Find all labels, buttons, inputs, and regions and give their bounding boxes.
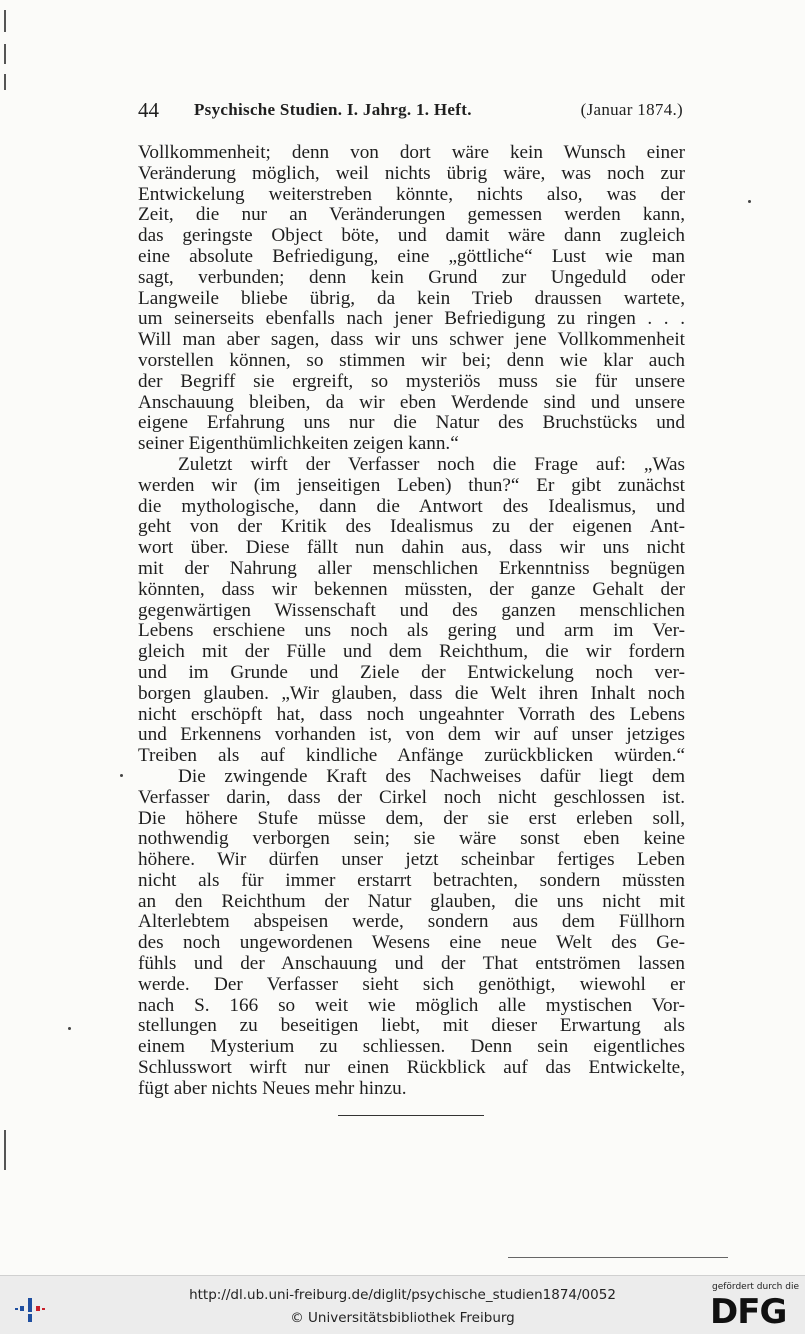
text-line: geht von der Kritik des Idealismus zu der eigenen Ant- — [138, 516, 685, 538]
scan-edge-marks — [0, 0, 10, 1275]
viewer-footer — [0, 1275, 805, 1334]
text-line: nothwendig verborgen sein; sie wäre sonst eben keine — [138, 828, 685, 850]
text-line: stellungen zu beseitigen liebt, mit dieser Erwartung als — [138, 1015, 685, 1037]
text-line: Langweile bliebe übrig, da kein Trieb draussen wartete, — [138, 287, 685, 309]
text-line: Alterlebtem abspeisen werde, sondern aus dem Füllhorn — [138, 911, 685, 933]
text-line: Entwickelung weiterstreben könnte, nichts also, was der — [138, 183, 685, 205]
text-line: Anschauung bleiben, da wir eben Werdende sind und unsere — [138, 391, 685, 413]
copyright-text: © Universitätsbibliothek Freiburg — [290, 1310, 515, 1326]
text-line: das geringste Object böte, und damit wäre dann zugleich — [138, 225, 685, 247]
dfg-logo — [710, 1282, 800, 1330]
text-line: fühls und der Anschauung und der That entströmen lassen — [138, 953, 685, 975]
text-line: Schlusswort wirft nur einen Rückblick auf das Entwickelte, — [138, 1057, 685, 1079]
text-line: an den Reichthum der Natur glauben, die uns nicht mit — [138, 890, 685, 912]
text-line: um seinerseits ebenfalls nach jener Befriedigung zu ringen . . . — [138, 308, 685, 330]
scan-speck — [748, 200, 751, 203]
text-line: wort über. Diese fällt nun dahin aus, dass wir uns nicht — [138, 537, 685, 559]
text-line: nicht als für immer erstarrt betrachten, sondern müssten — [138, 869, 685, 891]
text-line: seiner Eigenthümlichkeiten zeigen kann.“ — [138, 433, 459, 455]
text-line: Die höhere Stufe müsse dem, der sie erst erleben soll, — [138, 807, 685, 829]
text-line: höhere. Wir dürfen unser jetzt scheinbar fertiges Leben — [138, 849, 685, 871]
scan-speck — [120, 774, 123, 777]
text-line: gegenwärtigen Wissenschaft und des ganzen menschlichen — [138, 599, 685, 621]
body-text — [138, 143, 685, 1100]
text-line: fügt aber nichts Neues mehr hinzu. — [138, 1077, 407, 1099]
text-line: könnten, dass wir bekennen müssten, der ganze Gehalt der — [138, 578, 685, 600]
text-line: sagt, verbunden; denn kein Grund zur Ungeduld oder — [138, 266, 685, 288]
issue-date: (Januar 1874.) — [580, 100, 683, 119]
text-line: werden wir (im jenseitigen Leben) thun?“ Er gibt zunächst — [138, 474, 685, 496]
document-url-link[interactable]: http://dl.ub.uni-freiburg.de/diglit/psychische_studien1874/0052 — [189, 1287, 616, 1303]
text-line: werde. Der Verfasser sieht sich genöthigt, wiewohl er — [138, 973, 685, 995]
text-line: eigene Erfahrung uns nur die Natur des Bruchstücks und — [138, 412, 685, 434]
text-line: Die zwingende Kraft des Nachweises dafür liegt dem — [178, 765, 685, 787]
text-line: nicht erschöpft hat, dass noch ungeahnter Vorrath des Lebens — [138, 703, 685, 725]
text-line: Vollkommenheit; denn von dort wäre kein Wunsch einer — [138, 142, 685, 163]
text-line: Lebens erschiene uns noch als gering und arm im Ver- — [138, 620, 685, 642]
text-line: Zuletzt wirft der Verfasser noch die Frage auf: „Was — [178, 453, 685, 475]
text-line: und Erkennens vorhanden ist, von dem wir auf unser jetziges — [138, 724, 685, 746]
page-number: 44 — [138, 98, 159, 122]
text-line: Zeit, die nur an Veränderungen gemessen werden kann, — [138, 204, 685, 226]
text-line: mit der Nahrung aller menschlichen Erkenntniss begnügen — [138, 557, 685, 579]
sponsor-caption: gefördert durch die — [712, 1282, 799, 1292]
text-line: nach S. 166 so weit wie möglich alle mystischen Vor- — [138, 994, 685, 1016]
text-line: Veränderung möglich, weil nichts übrig wäre, was noch zur — [138, 162, 685, 184]
text-line: der Begriff sie ergreift, so mysteriös muss sie für unsere — [138, 370, 685, 392]
text-line: Verfasser darin, dass der Cirkel noch nicht geschlossen ist. — [138, 786, 685, 808]
running-title: Psychische Studien. I. Jahrg. 1. Heft. — [194, 100, 472, 119]
dfg-wordmark: DFG — [710, 1292, 787, 1332]
bottom-rule — [508, 1257, 728, 1258]
text-line: einem Mysterium zu schliessen. Denn sein eigentliches — [138, 1036, 685, 1058]
text-line: Treiben als auf kindliche Anfänge zurückblicken würden.“ — [138, 745, 685, 767]
text-line: Will man aber sagen, dass wir uns schwer jene Vollkommenheit — [138, 329, 685, 351]
page-header — [138, 98, 683, 124]
text-line: vorstellen können, so stimmen wir bei; denn wie klar auch — [138, 349, 685, 371]
text-line: eine absolute Befriedigung, eine „göttliche“ Lust wie man — [138, 245, 685, 267]
scan-speck — [68, 1027, 71, 1030]
text-line: borgen glauben. „Wir glauben, dass die Welt ihren Inhalt noch — [138, 682, 685, 704]
end-rule — [338, 1115, 484, 1116]
text-line: und im Grunde und Ziele der Entwickelung noch ver- — [138, 661, 685, 683]
text-line: die mythologische, dann die Antwort des Idealismus, und — [138, 495, 685, 517]
text-line: des noch ungewordenen Wesens eine neue Welt des Ge- — [138, 932, 685, 954]
text-line: gleich mit der Fülle und dem Reichthum, die wir fordern — [138, 641, 685, 663]
